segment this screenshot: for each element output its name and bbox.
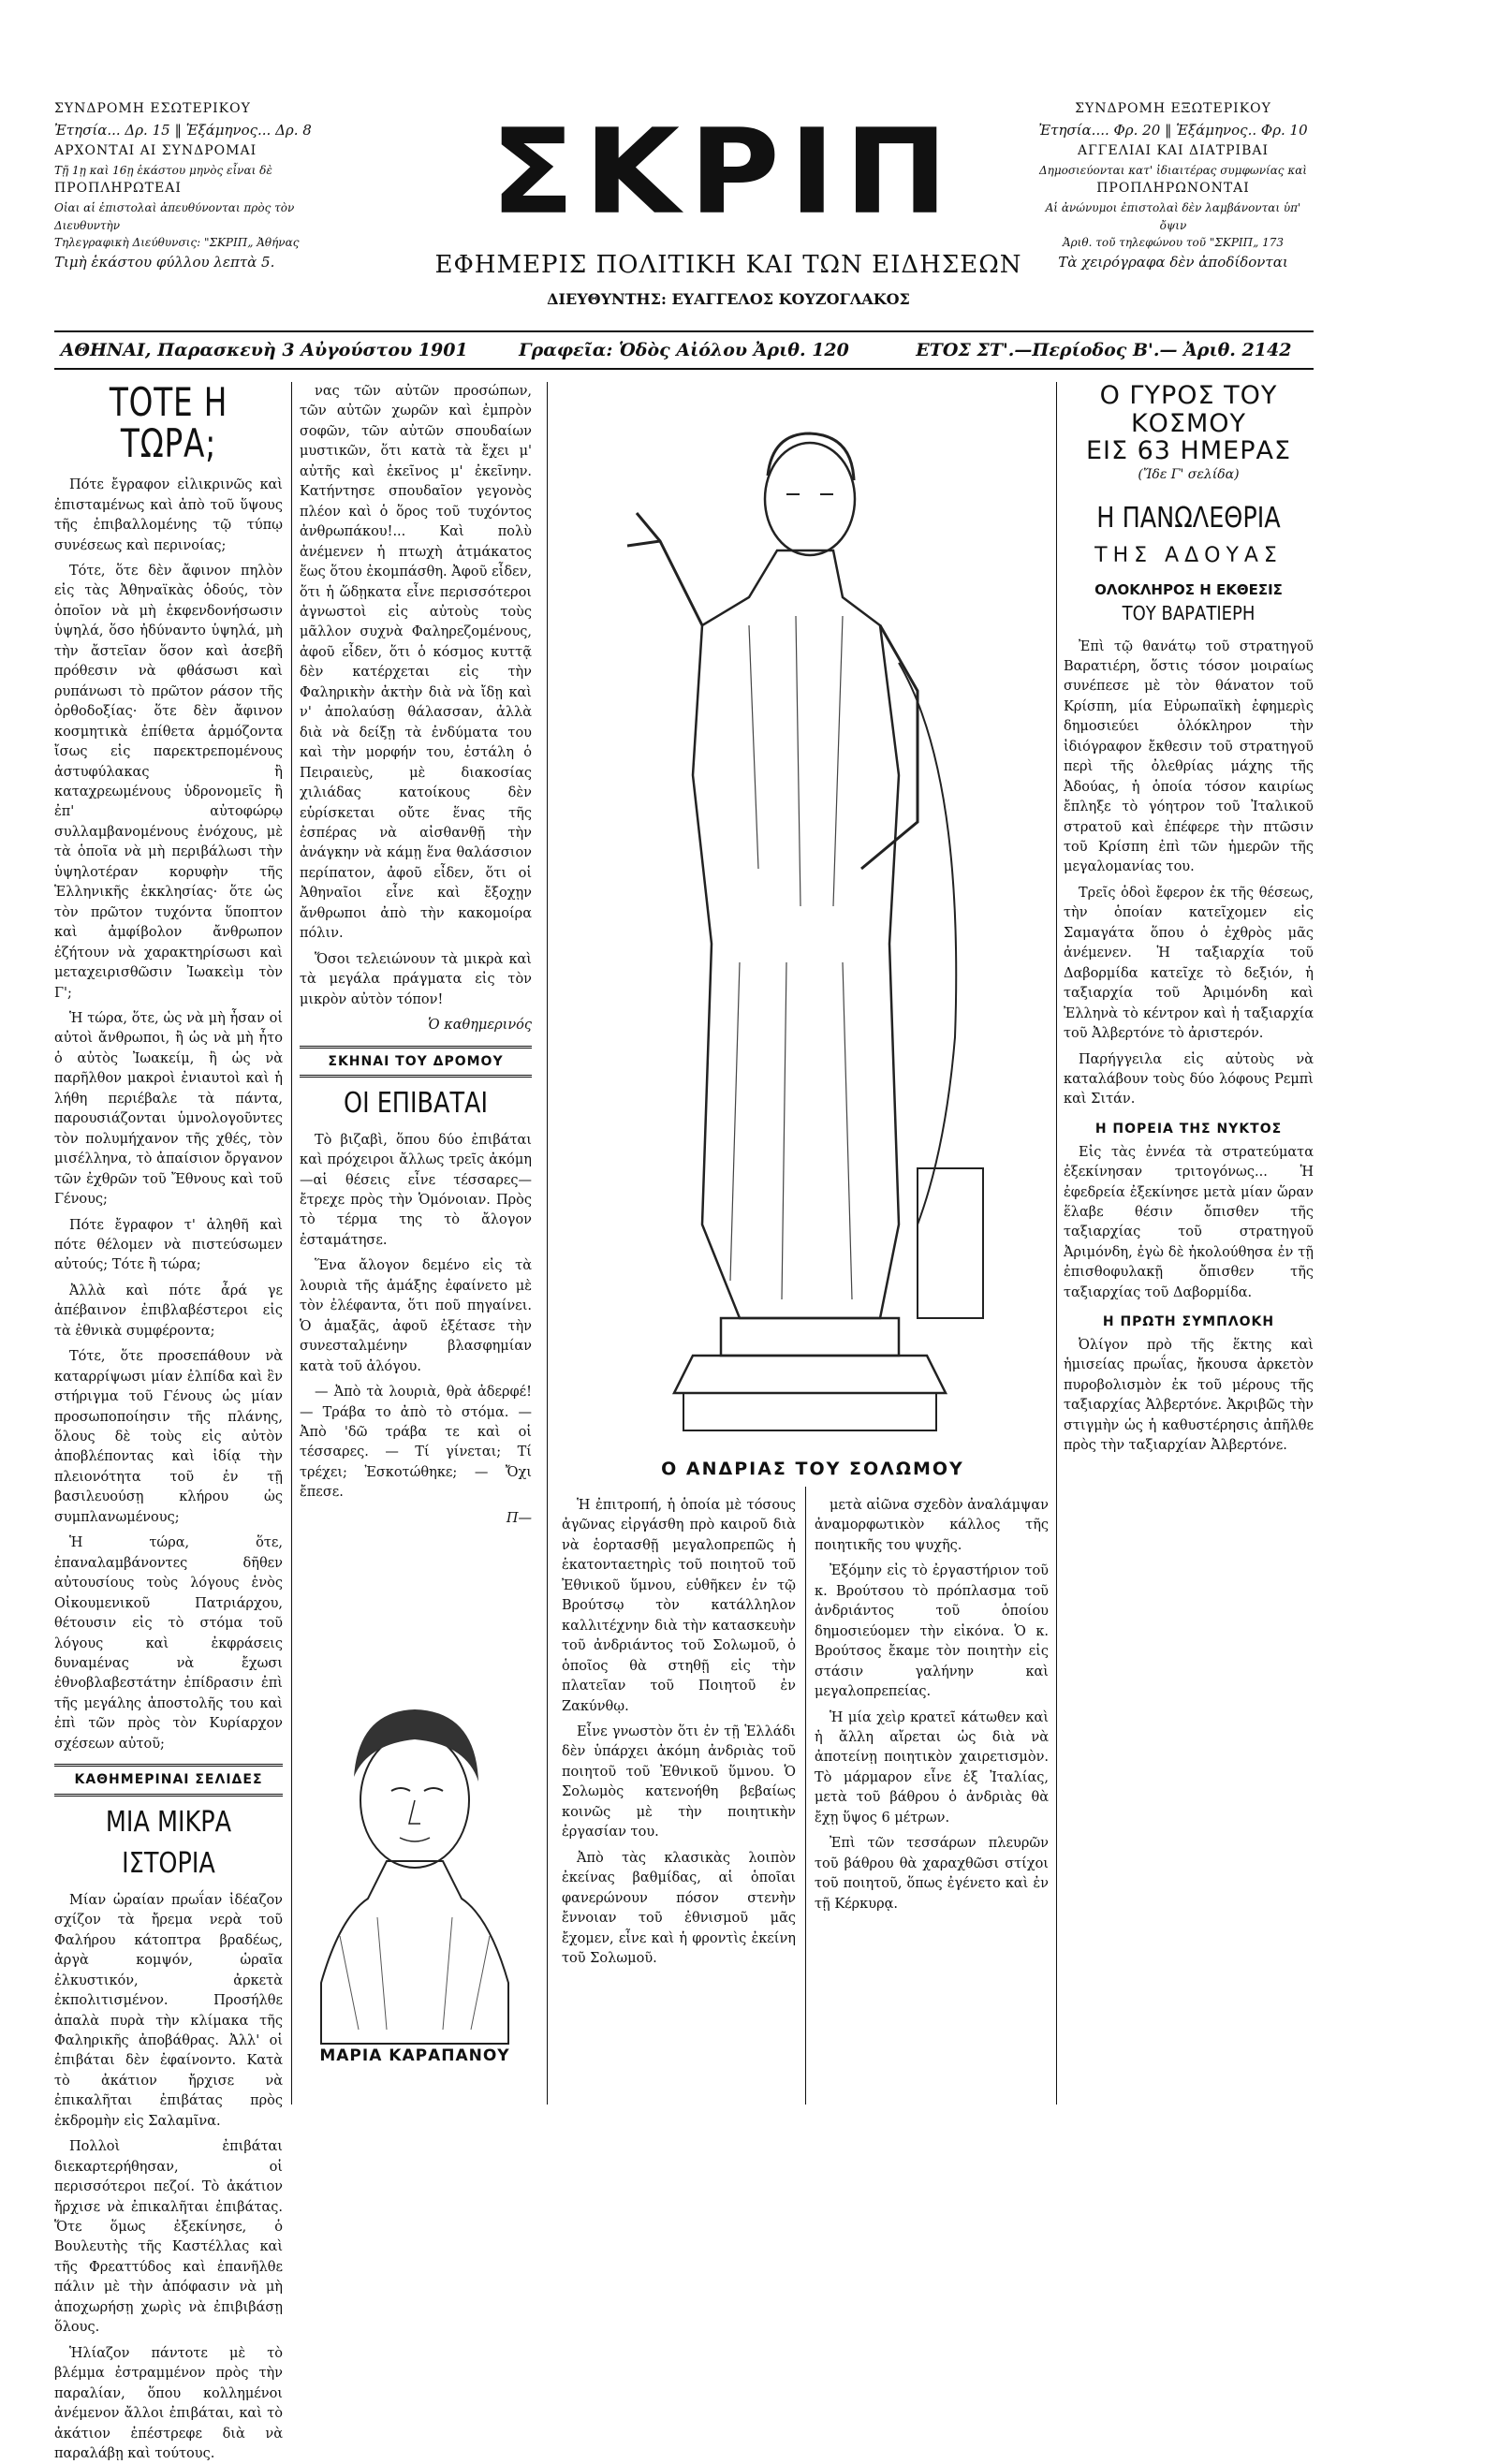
right-prepaid: ΠΡΟΠΛΗΡΩΝΟΝΤΑΙ — [1096, 181, 1250, 197]
column-1 — [54, 379, 283, 2462]
passengers-paragraph: Τὸ βιζαβὶ, ὅπου δύο ἐπιβάται καὶ πρόχειροι ἄλλως τρεῖς ἀκόμη—αἱ θέσεις εἶνε τέσσαρες—ἔτρεχε πρὸς τὴν Ὁμόνοιαν. Πρὸς τὸ τέρμα της τὸ ἄλογον ἐσταμάτησε. — [300, 1132, 532, 1248]
report-title: ΟΛΟΚΛΗΡΟΣ Η ΕΚΘΕΣΙΣ — [1094, 580, 1283, 598]
adwa-subheadline: ΤΗΣ ΑΔΟΥΑΣ — [1094, 544, 1283, 568]
report-title-2: ΤΟΥ ΒΑΡΑΤΙΕΡΗ — [1122, 601, 1256, 624]
left-subscription-prices: Ἐτησία... Δρ. 15 ‖ Ἑξάμηνος... Δρ. 8 — [54, 121, 312, 139]
story-continuation: Ὅσοι τελειώνουν τὰ μικρὰ καὶ τὰ μεγάλα πράγματα εἰς τὸν μικρὸν αὐτὸν τόπον! — [300, 951, 532, 1007]
column-3 — [1064, 382, 1314, 2105]
night-march-paragraph: Εἰς τὰς ἐννέα τὰ στρατεύματα ἐξεκίνησαν τριτογόνως... Ἡ ἐφεδρεία ἐξεκίνησε μετὰ μίαν ὥραν ἕλαβε θέσιν ὄπισθεν τῆς ταξιαρχίας τοῦ στρατηγοῦ Ἀριμόνδη, ἐγὼ δὲ ἠκολούθησα ἐν τῇ ἐπισθοφυλακῇ ὄπισθεν τῆς ταξιαρχίας τοῦ Δαβορμίδα. — [1064, 1144, 1314, 1300]
left-telegraph: Τηλεγραφικὴ Διεύθυνσις: "ΣΚΡΙΠ„ Ἀθήνας — [54, 236, 300, 250]
left-prepaid: ΠΡΟΠΛΗΡΩΤΕΑΙ — [54, 181, 182, 197]
newspaper-logo: ΣΚΡΙΠ — [490, 103, 958, 242]
editorial-paragraph: Πότε ἔγραφον εἰλικρινῶς καὶ ἐπισταμένως καὶ ἀπὸ τοῦ ὕψους τῆς ἐπιβαλλομένης τῷ τύπῳ συνέσεως καὶ περινοίας; — [54, 477, 283, 553]
passengers-headline: ΟΙ ΕΠΙΒΑΤΑΙ — [343, 1087, 488, 1121]
statue-article-paragraph: Εἶνε γνωστὸν ὅτι ἐν τῇ Ἑλλάδι δὲν ὑπάρχει ἀκόμη ἀνδριὰς τοῦ ποιητοῦ τοῦ Ἐθνικοῦ ὕμνου. Ὁ Σολωμὸς κατενοήθη βεβαίως κοινῶς μὲ τὴν ποιητικὴν ἐργασίαν του. — [562, 1723, 796, 1841]
right-manuscripts: Τὰ χειρόγραφα δὲν ἀποδίδονται — [1058, 253, 1288, 271]
column-2 — [300, 382, 532, 1674]
world-tour-title: Ο ΓΥΡΟΣ ΤΟΥ ΚΟΣΜΟΥ — [1099, 381, 1278, 438]
right-ads-title: ΑΓΓΕΛΙΑΙ ΚΑΙ ΔΙΑΤΡΙΒΑΙ — [1077, 142, 1269, 158]
disaster-headline: Η ΠΑΝΩΛΕΘΡΙΑ — [1096, 501, 1281, 535]
editorial-paragraph: Τότε, ὅτε δὲν ἄφινον πηλὸν εἰς τὰς Ἀθηναϊκὰς ὁδούς, τὸν ὁποῖον νὰ μὴ ἐκφενδονήσωσιν ὑψηλά, ὅσο ἠδύναντο ὑψηλά, μὴ τὴν ἄστεῖαν ὅσον καὶ ἀσεβῆ πρόθεσιν νὰ φθάσωσι καὶ ρυπάνωσι τὸ πρῶτον ράσον τῆς ὀρθοδοξίας· ὅτε δὲν ἄφινον κοσμητικὰ ἐπίθετα ἁρμόζοντα ἴσως εἰς παρεκτρεπομένους ἀστυφύλακας ἢ καταχρεωμένους ὑδρονομεῖς ἢ ἐπ' αὐτοφώρῳ συλλαμβανομένους ἐνόχους, μὲ τὰ ὁποῖα νὰ μὴ περιβάλωσι τὴν ὑψηλοτέραν κορυφὴν τῆς Ἑλληνικῆς ἐκκλησίας· ὅτε ὡς τὸν πρῶτον τυχόντα ὕποπτον καὶ ἀμφίβολον ἄνθρωπον ἐζήτουν νὰ χαρακτηρίσωσι καὶ μεταχειρισθῶσιν Ἰωακεὶμ τὸν Γ'; — [54, 564, 283, 1001]
story-paragraph: Πολλοὶ ἐπιβάται διεκαρτερήθησαν, οἱ περισσότεροι πεζοί. Τὸ ἀκάτιον ἤρχισε νὰ ἐπικαλῆται ἐπιβάτας. Ὅτε ὅμως ἐξεκίνησε, ὁ Βουλευτὴς τῆς Καστέλλας καὶ τῆς Φρεαττύδος καὶ ἐπανῆλθε πάλιν μὲ τὴν ἀπόφασιν νὰ μὴ ἀποχωρήσῃ χωρὶς νὰ ἐπιβιβάσῃ ὅλους. — [54, 2139, 283, 2336]
column-rule — [1056, 382, 1057, 2105]
passengers-paragraph: Ἕνα ἄλογον δεμένο εἰς τὰ λουριὰ τῆς ἁμάξης ἐφαίνετο μὲ τὸν ἐλέφαντα, ὅτι ποῦ πηγαίνει. Ὁ ἁμαξᾶς, ἀφοῦ ἐξέτασε τὴν συνεσταλμένην βλασφημίαν κατὰ τοῦ ἀλόγου. — [300, 1258, 532, 1374]
editorial-paragraph: Τότε, ὅτε προσεπάθουν νὰ καταρρίψωσι μίαν ἐλπίδα καὶ ἓν στήριγμα τοῦ Γένους ὡς μίαν προσωποποίησιν τῆς πλάνης, ὅλους δὲ τοὺς εἰς αὐτὸν ἀποβλέποντας καὶ ἰδίᾳ τὴν πλειονότητα τοῦ ἐν τῇ βασιλευούσῃ κλήρου ὡς συμπλανωμένους; — [54, 1349, 283, 1525]
editorial-headline: ΤΟΤΕ Η ΤΩΡΑ; — [109, 379, 228, 467]
statue-article-paragraph: Ἀπὸ τὰς κλασικὰς λοιπὸν ἐκείνας βαθμίδας, αἱ ὁποῖαι φανερώνουν πόσον στενὴν ἔννοιαν τοῦ ἐθνισμοῦ μᾶς ἔχομεν, εἶνε καὶ ἡ φροντὶς ἐκείνη τοῦ Σολωμοῦ. — [562, 1850, 796, 1966]
column-5 — [815, 1496, 1049, 2095]
daily-pages-label: ΚΑΘΗΜΕΡΙΝΑΙ ΣΕΛΙΔΕΣ — [54, 1764, 283, 1797]
masthead — [54, 82, 1314, 360]
left-subscription-title: ΣΥΝΔΡΟΜΗ ΕΣΩΤΕΡΙΚΟΥ — [54, 101, 251, 116]
report-paragraph: Τρεῖς ὁδοὶ ἔφερον ἐκ τῆς θέσεως, τὴν ὁποίαν κατεῖχομεν εἰς Σαμαγάτα ὅπου ὁ ἐχθρὸς μᾶς ἀνέμενεν. Ἡ ταξιαρχία τοῦ Δαβορμίδα κατεῖχε τὸ δεξιόν, ἡ ταξιαρχία τοῦ Ἀριμόνδη καὶ Ἐλληνὰ τὸ κέντρον καὶ ἡ ταξιαρχία τοῦ Ἀλβερτόνε τὸ ἀριστερόν. — [1064, 885, 1314, 1042]
right-subscription-title: ΣΥΝΔΡΟΜΗ ΕΞΩΤΕΡΙΚΟΥ — [1075, 101, 1271, 116]
left-price: Τιμὴ ἑκάστου φύλλου λεπτὰ 5. — [54, 253, 275, 271]
right-anon-note: Αἱ ἀνώνυμοι ἐπιστολαὶ δὲν λαμβάνονται ὑπ' ὄψιν — [1045, 200, 1301, 232]
right-ear — [1033, 99, 1314, 273]
issue-number: ΕΤΟΣ ΣΤ'.—Περίοδος Β'.— Ἀριθ. 2142 — [916, 340, 1292, 360]
statue-caption: Ο ΑΝΔΡΙΑΣ ΤΟΥ ΣΟΛΩΜΟΥ — [661, 1459, 964, 1479]
editorial-paragraph: Ἡ τώρα, ὅτε, ὡς νὰ μὴ ἦσαν οἱ αὐτοὶ ἄνθρωποι, ἢ ὡς νὰ μὴ ἦτο ὁ αὐτὸς Ἰωακείμ, ἢ ὡς νὰ παρῆλθον μακροὶ ἐνιαυτοὶ καὶ ἡ λήθη περιέβαλε τὰ πάντα, παρουσιάζονται ὑμνολογοῦντες τὸν πολυμήχανον τῆς χθές, τὸν μισέλληνα, τὸ ἀπαίσιον ὄργανον τῶν ἐχθρῶν τοῦ Ἔθνους καὶ τοῦ Γένους; — [54, 1010, 283, 1208]
author-signature: Ὁ καθημερινός — [428, 1018, 532, 1034]
world-tour-subtitle: ΕΙΣ 63 ΗΜΕΡΑΣ — [1085, 436, 1292, 466]
statue-illustration — [562, 382, 1049, 1482]
editorial-paragraph: Ἀλλὰ καὶ πότε ἆρά γε ἀπέβαινον ἐπιβλαβέστεροι εἰς τὰ ἐθνικὰ συμφέροντα; — [54, 1283, 283, 1339]
story-continuation: νας τῶν αὐτῶν προσώπων, τῶν αὐτῶν χωρῶν καὶ ἐμπρὸν σοφῶν, τῶν αὐτῶν σπουδαίων μυστικῶν, ὅτι κατὰ τὰ ἔχει μ' αὐτῆς καὶ ἐκεῖνος μ' ἐκεῖνην. Κατήντησε σπουδαῖον γεγονὸς πλέον καὶ ὁ ὅρος τοῦ τυχόντος ἀνθρωπάκου!... Καὶ πολὺ ἀνέμενεν ἡ πτωχὴ ἀτμάκατος ἕως ὅτου ἐκομπάσθη. Ἀφοῦ εἶδεν, ὅτι ἡ ὥδῃκατα εἶνε περισσότεροι ἀγνωστοὶ εἰς αὐτοὺς τοὺς μᾶλλον συχνὰ Φαληρεζομένους, ἀφοῦ εἶδεν, ὅτι ὁ κόσμος κυττᾷ δὲν κατέρχεται εἰς τὴν Φαληρικὴν ἀκτὴν διὰ νὰ ἴδῃ καὶ ν' ἀπολαύσῃ θάλασσαν, ἀλλὰ διὰ νὰ δείξῃ τὰ ἐνδύματα του καὶ τὴν μορφήν του, ἐστάλη ὁ Πειραιεὺς, μὲ διακοσίας χιλιάδας κατοίκους δὲν εὑρίσκεται οὔτε ἕνας τῆς ἐσπέρας νὰ αἰσθανθῇ τὴν ἀνάγκην νὰ κάμῃ ἕνα θαλάσσιον περίπατον, ἀφοῦ εἶδεν, ὅτι οἱ Ἀθηναῖοι εἶνε καὶ ἔξοχῃν ἄνθρωποι ἀπὸ τὴν κακομοίρα πόλιν. — [300, 384, 532, 942]
world-tour-note: (Ἴδε Γ' σελίδα) — [1138, 467, 1240, 483]
right-subscription-prices: Ἐτησία.... Φρ. 20 ‖ Ἑξάμηνος.. Φρ. 10 — [1038, 121, 1308, 139]
night-march-title: Η ΠΟΡΕΙΑ ΤΗΣ ΝΥΚΤΟΣ — [1094, 1121, 1283, 1137]
left-ads-title: ΑΡΧΟΝΤΑΙ ΑΙ ΣΥΝΔΡΟΜΑΙ — [54, 142, 257, 158]
office-address: Γραφεῖα: Ὁδὸς Αἰόλου Ἀριθ. 120 — [519, 340, 849, 360]
statue-article-paragraph: Ἡ μία χεὶρ κρατεῖ κάτωθεν καὶ ἡ ἄλλη αἴρεται ὡς διὰ νὰ ἀποτείνῃ ποιητικὸν χαιρετισμὸν. Τὸ μάρμαρον εἶνε ἐξ Ἰταλίας, μετὰ τοῦ βάθρου ὁ ἀνδριὰς θὰ ἔχῃ ὕψος 6 μέτρων. — [815, 1709, 1049, 1826]
editorial-paragraph: Πότε ἔγραφον τ' ἀληθῆ καὶ πότε θέλομεν νὰ πιστεύσωμεν αὐτούς; Τότε ἢ τώρα; — [54, 1217, 283, 1273]
right-ads-note: Δημοσιεύονται κατ' ἰδιαιτέρας συμφωνίας καὶ — [1038, 163, 1308, 177]
dateline — [54, 330, 1314, 370]
newspaper-page — [54, 82, 1314, 2462]
director-line: ΔΙΕΥΘΥΝΤΗΣ: ΕΥΑΓΓΕΛΟΣ ΚΟΥΖΟΓΛΑΚΟΣ — [547, 290, 910, 308]
column-4 — [562, 1496, 796, 2095]
portrait-illustration — [302, 1674, 527, 2067]
street-scenes-label: ΣΚΗΝΑΙ ΤΟΥ ΔΡΟΜΟΥ — [300, 1046, 532, 1078]
author-signature: Π— — [506, 1510, 532, 1526]
report-paragraph: Ἐπὶ τῷ θανάτῳ τοῦ στρατηγοῦ Βαρατιέρη, ὅστις τόσον μοιραίως συνέπεσε μὲ τὸν θάνατον τοῦ Κρίσπη, μία Εὐρωπαϊκὴ ἐφημερὶς δημοσιεύει ὁλόκληρον τὴν ἰδιόγραφον ἔκθεσιν τοῦ στρατηγοῦ περὶ τῆς ὀλεθρίας μάχης τῆς Ἀδούας, ἡ ὁποία τόσον καιρίως ἔπληξε τὸ γόητρον τοῦ Ἰταλικοῦ στρατοῦ καὶ ἐπέφερε τὴν πτῶσιν τοῦ Κρίσπη ἐπὶ τῶν ἡμερῶν τῆς μεγαλομανίας του. — [1064, 638, 1314, 875]
left-letters-note: Οἱαι αἱ ἐπιστολαὶ ἀπευθύνονται πρὸς τὸν Διευθυντὴν — [54, 200, 295, 232]
first-clash-paragraph: Ὀλίγον πρὸ τῆς ἕκτης καὶ ἡμισείας πρωΐας, ἤκουσα ἀρκετὸν πυροβολισμὸν ἐκ τοῦ μέρους τῆς ταξιαρχίας Ἀλβερτόνε. Ἀκριβῶς τὴν στιγμὴν ὡς ἡ καθυστέρησις ἀπῆλθε πρὸς τὴν ταξιαρχίαν Ἀλβερτόνε. — [1064, 1337, 1314, 1454]
statue-article-paragraph: Ἡ ἐπιτροπή, ἡ ὁποία μὲ τόσους ἀγῶνας εἰργάσθη πρὸ καιροῦ διὰ νὰ ἑορτασθῇ μεγαλοπρεπῶς ἡ ἑκατονταετηρὶς τοῦ ποιητοῦ τοῦ Ἐθνικοῦ ὕμνου, εὑθῆκεν ἐν τῷ Βρούτσῳ τὸν κατάλληλον καλλιτέχνην διὰ τὴν κατασκευὴν τοῦ ἀνδριάντος τοῦ Σολωμοῦ, ὁ ὁποῖος θὰ στηθῇ εἰς τὴν πλατεῖαν τοῦ Ποιητοῦ ἐν Ζακύνθῳ. — [562, 1498, 796, 1714]
column-rule — [291, 382, 292, 2105]
statue-article-paragraph: μετὰ αἰῶνα σχεδὸν ἀναλάμψαν ἀναμορφωτικὸν κάλλος τῆς ποιητικῆς του ψυχῆς. — [815, 1498, 1049, 1553]
newspaper-subtitle: ΕΦΗΜΕΡΙΣ ΠΟΛΙΤΙΚΗ ΚΑΙ ΤΩΝ ΕΙΔΗΣΕΩΝ — [434, 251, 1022, 279]
first-clash-title: Η ΠΡΩΤΗ ΣΥΜΠΛΟΚΗ — [1102, 1314, 1275, 1330]
passengers-paragraph: — Ἀπὸ τὰ λουριὰ, θρὰ ἀδερφέ! — Τράβα το ἀπὸ τὸ στόμα. — Ἀπὸ 'δῶ τράβα τε καὶ οἱ τέσσαρες. — Τί γίνεται; Τί τρέχει; Ἐσκοτώθηκε; — Ὄχι ἔπεσε. — [300, 1385, 532, 1501]
left-ads-note: Τῇ 1ῃ καὶ 16ῃ ἑκάστου μηνὸς εἶναι δὲ — [54, 163, 272, 177]
statue-article-paragraph: Ἐπὶ τῶν τεσσάρων πλευρῶν τοῦ βάθρου θὰ χαραχθῶσι στίχοι τοῦ ποιητοῦ, ὅπως ἐγένετο καὶ ἐν τῇ Κέρκυρᾳ. — [815, 1836, 1049, 1912]
column-rule — [805, 1487, 806, 2105]
left-ear — [54, 99, 335, 273]
editorial-paragraph: Ἡ τώρα, ὅτε, ἐπαναλαμβάνοντες δῆθεν αὐτουσίους τοὺς λόγους ἑνὸς Οἰκουμενικοῦ Πατριάρχου, θέτουσιν εἰς τὸ στόμα τοῦ λόγους καὶ ἐκφράσεις δυναμένας νὰ ἔχωσι ἐθνοβλαβεστάτην ἐπίδρασιν ἐπὶ τῆς μεγάλης ἀποστολῆς του καὶ ἐπὶ τῶν πρὸς τὸν Κυρίαρχον σχέσεων αὐτοῦ; — [54, 1535, 283, 1752]
statue-article-paragraph: Ἐξόμην εἰς τὸ ἐργαστήριον τοῦ κ. Βρούτσου τὸ πρόπλασμα τοῦ ἀνδριάντος τοῦ ὁποίου δημοσιεύομεν τὴν εἰκόνα. Ὁ κ. Βρούτσος ἔκαμε τὸν ποιητὴν εἰς στάσιν γαλήνην καὶ μεγαλοπρεπείας. — [815, 1563, 1049, 1700]
story-paragraph: Ἡλίαζον πάντοτε μὲ τὸ βλέμμα ἐστραμμένον πρὸς τὴν παραλίαν, ὅπου κολλημένοι ἀνέμενον ἄλλοι ἐπιβάται, καὶ τὸ ἀκάτιον ἐπέστρεφε διὰ νὰ παραλάβῃ καὶ τούτους. — [54, 2345, 283, 2462]
right-phone: Ἀριθ. τοῦ τηλεφώνου τοῦ "ΣΚΡΙΠ„ 173 — [1062, 236, 1285, 250]
portrait-caption: ΜΑΡΙΑ ΚΑΡΑΠΑΝΟΥ — [319, 2046, 510, 2065]
issue-date: ΑΘΗΝΑΙ, Παρασκευὴ 3 Αὐγούστου 1901 — [60, 340, 468, 360]
story-paragraph: Μίαν ὡραίαν πρωΐαν ἰδέαζον σχίζον τὰ ἤρεμα νερὰ τοῦ Φαλήρου κάτοπτρα βραδέως, ἀργὰ κομψόν, ὡραῖα ἐλκυστικόν, ἀρκετὰ ἐκπολιτισμένον. Προσήλθε ἀπαλὰ πυρὰ τὴν κλίμακα τῆς Φαληρικῆς ἀποβάθρας. Ἀλλ' οἱ ἐπιβάται δὲν ἐφαίνοντο. Κατὰ τὸ ἀκάτιον ἤρχισε νὰ ἐπικαλῆται ἐπιβάτας πρὸς ἐκδρομὴν εἰς Σαλαμῖνα. — [54, 1892, 283, 2129]
report-paragraph: Παρήγγειλα εἰς αὐτοὺς νὰ καταλάβουν τοὺς δύο λόφους Ρεμπὶ καὶ Σιτάν. — [1064, 1051, 1314, 1107]
story-headline: ΜΙΑ ΜΙΚΡΑ ΙΣΤΟΡΙΑ — [105, 1806, 232, 1881]
column-rule — [547, 382, 548, 2105]
